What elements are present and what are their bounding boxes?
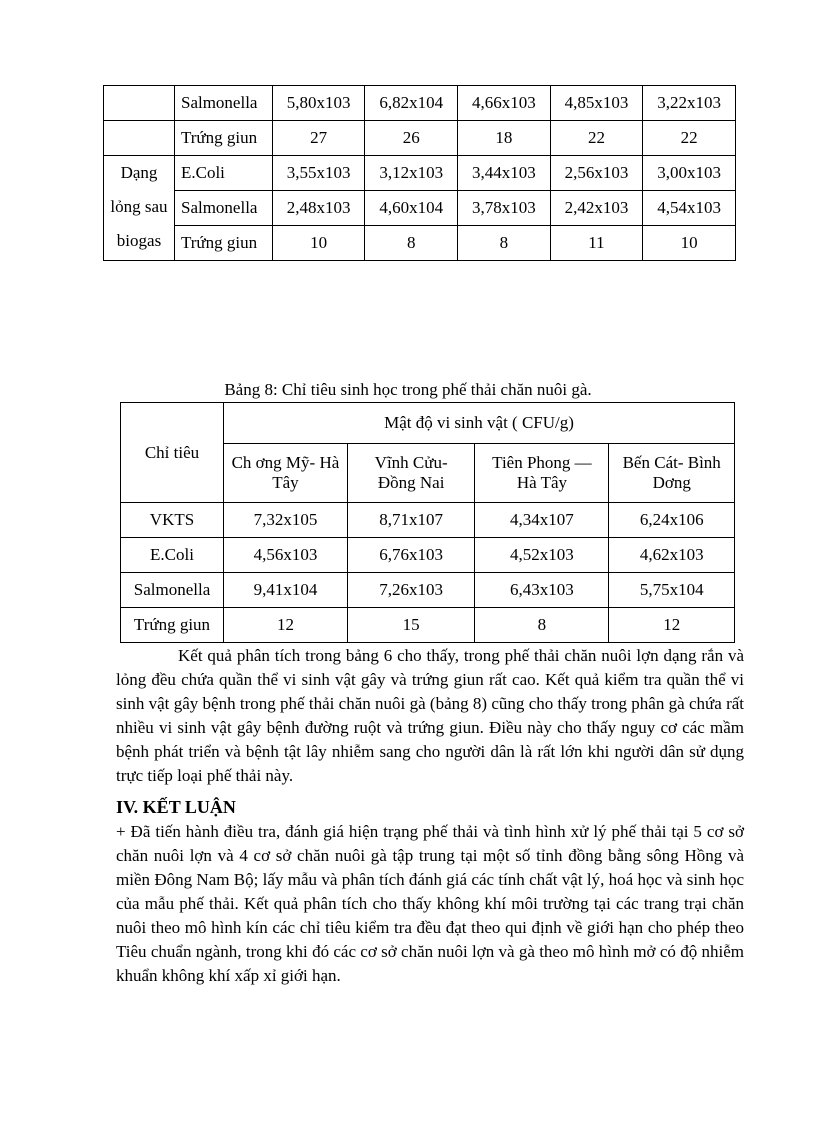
value-cell: 4,34x107 — [475, 503, 609, 538]
table-row — [121, 608, 735, 643]
value-cell: 12 — [224, 608, 348, 643]
value-cell: 4,85x103 — [550, 86, 643, 121]
table-row — [121, 538, 735, 573]
value-cell: 5,80x103 — [272, 86, 365, 121]
col-header-density: Mật độ vi sinh vật ( CFU/g) — [224, 403, 735, 444]
value-cell: 18 — [458, 121, 551, 156]
value-cell: 6,82x104 — [365, 86, 458, 121]
table-row — [104, 86, 736, 121]
value-cell: 6,43x103 — [475, 573, 609, 608]
value-cell: 3,00x103 — [643, 156, 736, 191]
indicator-cell: E.Coli — [121, 538, 224, 573]
value-cell: 4,62x103 — [609, 538, 735, 573]
value-cell: 10 — [272, 226, 365, 261]
value-cell: 6,76x103 — [347, 538, 475, 573]
table-row — [121, 503, 735, 538]
indicator-cell: Trứng giun — [121, 608, 224, 643]
value-cell: 6,24x106 — [609, 503, 735, 538]
col-header-indicator: Chỉ tiêu — [121, 403, 224, 503]
value-cell: 22 — [550, 121, 643, 156]
table-header-row — [121, 403, 735, 444]
value-cell: 8,71x107 — [347, 503, 475, 538]
table-row — [104, 156, 736, 191]
group-cell — [104, 121, 175, 156]
group-cell — [104, 86, 175, 121]
value-cell: 2,56x103 — [550, 156, 643, 191]
col-header-location: Vĩnh Cửu- Đồng Nai — [347, 444, 475, 503]
value-cell: 22 — [643, 121, 736, 156]
value-cell: 9,41x104 — [224, 573, 348, 608]
table-continued — [103, 85, 736, 261]
indicator-cell: E.Coli — [174, 156, 272, 191]
value-cell: 4,66x103 — [458, 86, 551, 121]
value-cell: 8 — [458, 226, 551, 261]
section-heading: IV. KẾT LUẬN — [116, 797, 236, 817]
value-cell: 8 — [365, 226, 458, 261]
indicator-cell: VKTS — [121, 503, 224, 538]
value-cell: 3,78x103 — [458, 191, 551, 226]
value-cell: 8 — [475, 608, 609, 643]
value-cell: 4,56x103 — [224, 538, 348, 573]
col-header-location: Tiên Phong — Hà Tây — [475, 444, 609, 503]
value-cell: 2,48x103 — [272, 191, 365, 226]
group-cell: Dạng lỏng sau biogas — [104, 156, 175, 261]
value-cell: 12 — [609, 608, 735, 643]
value-cell: 3,12x103 — [365, 156, 458, 191]
indicator-cell: Salmonella — [174, 86, 272, 121]
table-row — [121, 573, 735, 608]
value-cell: 3,44x103 — [458, 156, 551, 191]
value-cell: 3,55x103 — [272, 156, 365, 191]
col-header-location: Ch ơng Mỹ- Hà Tây — [224, 444, 348, 503]
col-header-location: Bến Cát- Bình Dơng — [609, 444, 735, 503]
value-cell: 11 — [550, 226, 643, 261]
table-row — [104, 226, 736, 261]
value-cell: 4,52x103 — [475, 538, 609, 573]
table-row — [104, 191, 736, 226]
table-caption: Bảng 8: Chỉ tiêu sinh học trong phế thải chăn nuôi gà. — [224, 380, 592, 399]
value-cell: 5,75x104 — [609, 573, 735, 608]
body-paragraph: + Đã tiến hành điều tra, đánh giá hiện trạng phế thải và tình hình xử lý phế thải tại 5 cơ sở chăn nuôi lợn và 4 cơ sở chăn nuôi gà tập trung tại một số tỉnh đồng bằng sông Hồng và miền Đông Nam Bộ; lấy mẫu và phân tích đánh giá các tính chất vật lý, hoá học và sinh học của mẫu phế thải. Kết quả phân tích cho thấy không khí môi trường tại các trang trại chăn nuôi theo mô hình kín các chỉ tiêu kiểm tra đều đạt theo qui định về giới hạn cho phép theo Tiêu chuẩn ngành, trong khi đó các cơ sở chăn nuôi lợn và gà theo mô hình mở có độ nhiễm khuẩn không khí xấp xỉ giới hạn. — [116, 822, 744, 985]
value-cell: 7,26x103 — [347, 573, 475, 608]
value-cell: 4,60x104 — [365, 191, 458, 226]
value-cell: 7,32x105 — [224, 503, 348, 538]
indicator-cell: Salmonella — [121, 573, 224, 608]
value-cell: 3,22x103 — [643, 86, 736, 121]
indicator-cell: Salmonella — [174, 191, 272, 226]
value-cell: 15 — [347, 608, 475, 643]
value-cell: 27 — [272, 121, 365, 156]
table-row — [104, 121, 736, 156]
body-paragraph: Kết quả phân tích trong bảng 6 cho thấy, trong phế thải chăn nuôi lợn dạng rắn và lỏng đều chứa quần thể vi sinh vật gây và trứng giun rất cao. Kết quả kiểm tra quần thể vi sinh vật gây bệnh trong phế thải chăn nuôi gà (bảng 8) cũng cho thấy trong phân gà chứa rất nhiều vi sinh vật gây bệnh đường ruột và trứng giun. Điều này cho thấy nguy cơ các mầm bệnh phát triển và bệnh tật lây nhiễm sang cho người dân là rất lớn khi người dân sử dụng trực tiếp loại phế thải này. — [116, 646, 744, 785]
table-8 — [120, 402, 735, 643]
value-cell: 10 — [643, 226, 736, 261]
value-cell: 4,54x103 — [643, 191, 736, 226]
value-cell: 26 — [365, 121, 458, 156]
value-cell: 2,42x103 — [550, 191, 643, 226]
indicator-cell: Trứng giun — [174, 121, 272, 156]
indicator-cell: Trứng giun — [174, 226, 272, 261]
